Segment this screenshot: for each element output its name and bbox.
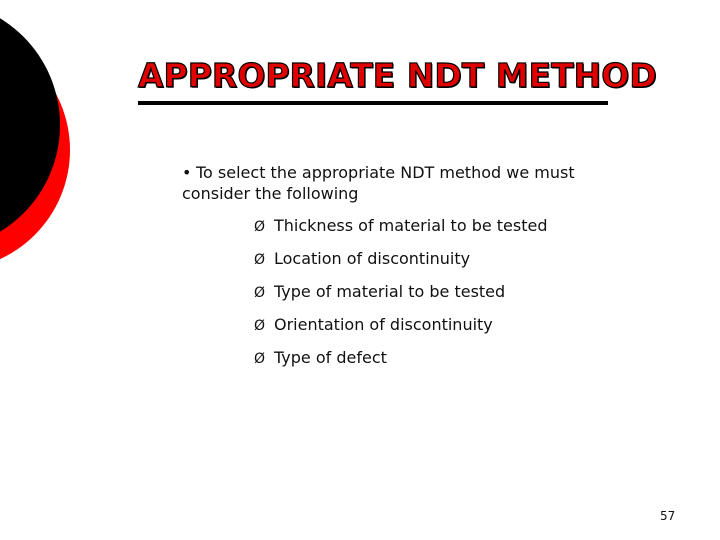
list-item-label: Thickness of material to be tested [274, 216, 548, 235]
list-item [254, 213, 548, 246]
list-item [254, 345, 548, 378]
list-item [254, 312, 548, 345]
intro-text-content: To select the appropriate NDT method we must consider the following [182, 163, 575, 203]
bullet-dot-icon: • [182, 163, 192, 182]
list-item-label: Type of defect [274, 348, 387, 367]
intro-text [182, 162, 602, 204]
arrow-bullet-icon: Ø [254, 351, 266, 367]
arrow-bullet-icon: Ø [254, 219, 266, 235]
list-item-label: Type of material to be tested [274, 282, 506, 301]
list-item-label: Location of discontinuity [274, 249, 471, 268]
page-number: 57 [660, 509, 676, 523]
arrow-bullet-icon: Ø [254, 318, 266, 334]
title-underline [138, 101, 608, 105]
list-item-label: Orientation of discontinuity [274, 315, 493, 334]
arrow-bullet-icon: Ø [254, 252, 266, 268]
list-item [254, 279, 548, 312]
criteria-list [254, 213, 548, 378]
arrow-bullet-icon: Ø [254, 285, 266, 301]
list-item [254, 246, 548, 279]
slide-title: APPROPRIATE NDT METHOD [138, 56, 657, 95]
